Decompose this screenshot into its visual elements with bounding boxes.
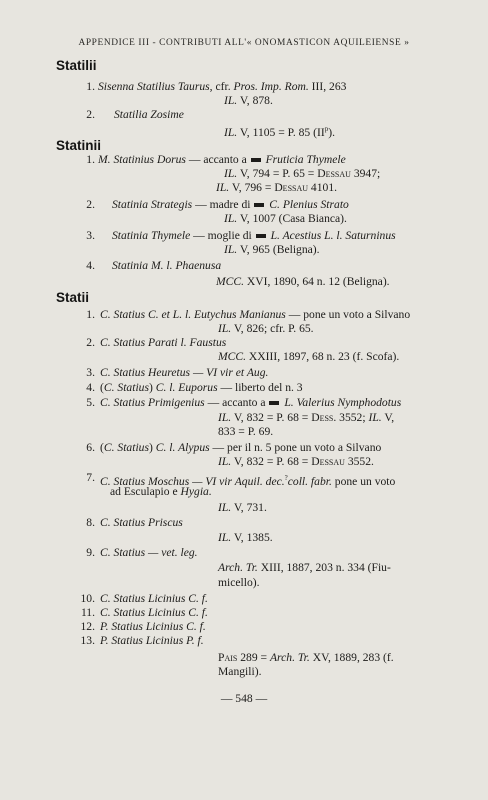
entry-number: 13. [80,634,95,647]
entry-name: Statilia Zosime [114,108,184,121]
entry-reference: IL. V, 1007 (Casa Bianca). [224,212,347,225]
entry-number: 8. [86,516,95,529]
entry-name: C. Statius Parati l. Faustus [100,336,227,349]
page-number: — 548 — [220,692,268,705]
entry-line: Statinia Strategis — madre di C. Plenius Strato [112,198,349,211]
entry-name: P. Statius Licinius C. f. [100,620,206,633]
dash-mark [254,203,264,207]
section-heading-statii: Statii [56,290,90,305]
entry-line: C. Statius Primigenius — accanto a L. Valerius Nymphodotus [100,396,402,409]
entry-reference: 833 = P. 69. [218,425,274,438]
entry-line: (C. Statius) C. l. Alypus — per il n. 5 pone un voto a Silvano [100,441,382,454]
entry-reference: IL. V, 794 = P. 65 = Dessau 3947; [224,167,381,180]
entry-name: C. Statius Licinius C. f. [100,592,208,605]
entry-number: 11. [80,606,95,619]
entry-number: 2. [86,198,95,211]
entry-number: 3. [86,366,95,379]
entry-reference: IL. V, 832 = P. 68 = Dessau 3552. [218,455,374,468]
entry-number: 3. [86,229,95,242]
entry-name: C. Statius Licinius C. f. [100,606,208,619]
running-head: APPENDICE III - CONTRIBUTI ALL'« ONOMASTICON AQUILEIENSE » [78,38,410,48]
dash-mark [256,234,266,238]
entry-reference: Mangili). [218,665,262,678]
section-heading-statinii: Statinii [56,138,102,153]
entry-reference: IL. V, 1385. [218,531,273,544]
entry-number: 7. [86,471,95,484]
entry-line: C. Statius C. et L. l. Eutychus Manianus — pone un voto a Silvano [100,308,411,321]
entry-number: 10. [80,592,95,605]
entry-reference: MCC. XVI, 1890, 64 n. 12 (Beligna). [216,275,390,288]
entry-number: 4. [86,381,95,394]
entry-number: 2. [86,336,95,349]
entry-reference: IL. V, 731. [218,501,267,514]
dash-mark [251,158,261,162]
entry-number: 12. [80,620,95,633]
entry-name: Statinia M. l. Phaenusa [112,259,222,272]
dash-mark [269,401,279,405]
entry-reference: IL. V, 965 (Beligna). [224,243,320,256]
entry-number: 4. [86,259,95,272]
entry-line: Statinia Thymele — moglie di L. Acestius L. l. Saturninus [112,229,396,242]
entry-reference: micello). [218,576,260,589]
entry-name: C. Statius Heuretus — VI vir et Aug. [100,366,269,379]
entry-reference: IL. V, 832 = P. 68 = Dess. 3552; IL. V, [218,411,395,424]
entry-line: ad Esculapio e Hygia. [110,485,212,498]
entry-name: C. Statius — vet. leg. [100,546,198,559]
entry-line: Sisenna Statilius Taurus, cfr. Pros. Imp. Rom. III, 263 [98,80,347,93]
section-heading-statilii: Statilii [56,58,97,73]
entry-reference: IL. V, 796 = Dessau 4101. [216,181,338,194]
entry-line: (C. Statius) C. l. Euporus — liberto del n. 3 [100,381,303,394]
entry-line: M. Statinius Dorus — accanto a Fruticia Thymele [98,153,346,166]
entry-reference: Pais 289 = Arch. Tr. XV, 1889, 283 (f. [218,651,394,664]
entry-reference: MCC. XXIII, 1897, 68 n. 23 (f. Scofa). [218,350,400,363]
entry-name: C. Statius Priscus [100,516,183,529]
entry-number: 1. [86,153,95,166]
entry-number: 1. [86,80,95,93]
entry-reference: IL. V, 826; cfr. P. 65. [218,322,314,335]
entry-number: 5. [86,396,95,409]
entry-reference: IL. V, 1105 = P. 85 $(II^p)$. [224,125,335,139]
entry-number: 1. [86,308,95,321]
entry-reference: IL. V, 878. [224,94,273,107]
entry-number: 9. [86,546,95,559]
entry-number: 2. [86,108,95,121]
entry-line: C. Statius Moschus — VI vir Aquil. dec.?coll. fabr. pone un voto [100,474,396,488]
entry-name: P. Statius Licinius P. f. [100,634,204,647]
entry-number: 6. [86,441,95,454]
entry-reference: Arch. Tr. XIII, 1887, 203 n. 334 (Fiu- [218,561,391,574]
